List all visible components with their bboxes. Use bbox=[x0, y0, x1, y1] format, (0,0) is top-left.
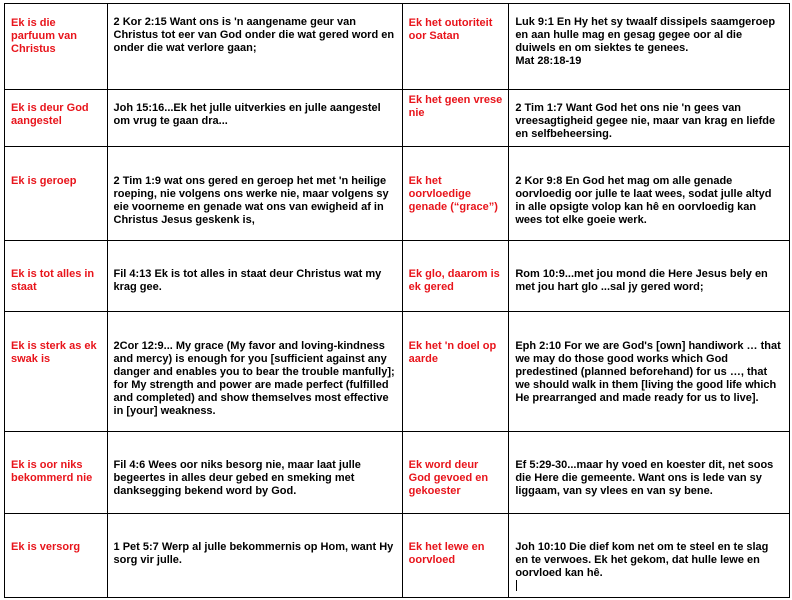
table-row bbox=[5, 147, 790, 241]
scripture-verse: Ef 5:29-30...maar hy voed en koester dit, net soos die Here die gemeente. Want ons is lede van sy liggaam, van sy vlees en van sy bene. bbox=[509, 432, 790, 514]
scripture-verse: Eph 2:10 For we are God's [own] handiwork … that we may do those good works which God predestined (planned beforehand) for us …, that we should walk in them [living the good life which He prearranged and made ready for us to live]. bbox=[509, 312, 790, 432]
table-row bbox=[5, 90, 790, 147]
table-row bbox=[5, 4, 790, 90]
identity-scripture-table bbox=[4, 3, 790, 598]
scripture-verse: 1 Pet 5:7 Werp al julle bekommernis op Hom, want Hy sorg vir julle. bbox=[107, 514, 402, 598]
scripture-verse-text: Luk 9:1 En Hy het sy twaalf dissipels saamgeroep en aan hulle mag en gesag gegee oor al die duiwels en om siektes te genees. bbox=[515, 16, 776, 54]
table-row bbox=[5, 312, 790, 432]
identity-label: Ek het geen vrese nie bbox=[402, 90, 509, 147]
scripture-verse bbox=[509, 4, 790, 90]
scripture-verse: Fil 4:13 Ek is tot alles in staat deur Christus wat my krag gee. bbox=[107, 241, 402, 312]
scripture-verse: 2 Tim 1:7 Want God het ons nie 'n gees van vreesagtigheid gegee nie, maar van krag en liefde en selfbeheersing. bbox=[509, 90, 790, 147]
identity-label: Ek is tot alles in staat bbox=[5, 241, 108, 312]
identity-label: Ek het 'n doel op aarde bbox=[402, 312, 509, 432]
scripture-verse-text: Joh 10:10 Die dief kom net om te steel en te slag en te verwoes. Ek het gekom, dat hulle lewe en oorvloed kan hê. bbox=[515, 541, 769, 579]
identity-label: Ek is sterk as ek swak is bbox=[5, 312, 108, 432]
identity-label: Ek is geroep bbox=[5, 147, 108, 241]
scripture-verse: Rom 10:9...met jou mond die Here Jesus bely en met jou hart glo ...sal jy gered word; bbox=[509, 241, 790, 312]
identity-label: Ek is die parfuum van Christus bbox=[5, 4, 108, 90]
table-row bbox=[5, 432, 790, 514]
scripture-verse: 2 Kor 9:8 En God het mag om alle genade oorvloedig oor julle te laat wees, sodat julle altyd in alle opsigte volop kan hê en oorvloedig kan wees tot elke goeie werk. bbox=[509, 147, 790, 241]
identity-label: Ek word deur God gevoed en gekoester bbox=[402, 432, 509, 514]
identity-label: Ek het oorvloedige genade (“grace”) bbox=[402, 147, 509, 241]
scripture-reference: Mat 28:18-19 bbox=[515, 55, 582, 67]
identity-label: Ek is versorg bbox=[5, 514, 108, 598]
scripture-verse: 2 Kor 2:15 Want ons is 'n aangename geur van Christus tot eer van God onder die wat gered word en onder die wat verlore gaan; bbox=[107, 4, 402, 90]
scripture-verse: Joh 15:16...Ek het julle uitverkies en julle aangestel om vrug te gaan dra... bbox=[107, 90, 402, 147]
scripture-verse[interactable] bbox=[509, 514, 790, 598]
identity-label: Ek is oor niks bekommerd nie bbox=[5, 432, 108, 514]
identity-label: Ek is deur God aangestel bbox=[5, 90, 108, 147]
text-cursor bbox=[516, 580, 517, 591]
scripture-verse: Fil 4:6 Wees oor niks besorg nie, maar laat julle begeertes in alles deur gebed en smeking met danksegging bekend word by God. bbox=[107, 432, 402, 514]
scripture-verse: 2Cor 12:9... My grace (My favor and loving-kindness and mercy) is enough for you [sufficient against any danger and enables you to bear the trouble manfully]; for My strength and power are made perfect (fulfilled and completed) and show themselves most effective in [your] weakness. bbox=[107, 312, 402, 432]
identity-label: Ek het lewe en oorvloed bbox=[402, 514, 509, 598]
table-row bbox=[5, 241, 790, 312]
scripture-verse: 2 Tim 1:9 wat ons gered en geroep het met 'n heilige roeping, nie volgens ons werke nie, maar volgens sy eie voorneme en genade wat ons van ewigheid af in Christus Jesus geskenk is, bbox=[107, 147, 402, 241]
table-row bbox=[5, 514, 790, 598]
identity-label: Ek het outoriteit oor Satan bbox=[402, 4, 509, 90]
identity-label: Ek glo, daarom is ek gered bbox=[402, 241, 509, 312]
